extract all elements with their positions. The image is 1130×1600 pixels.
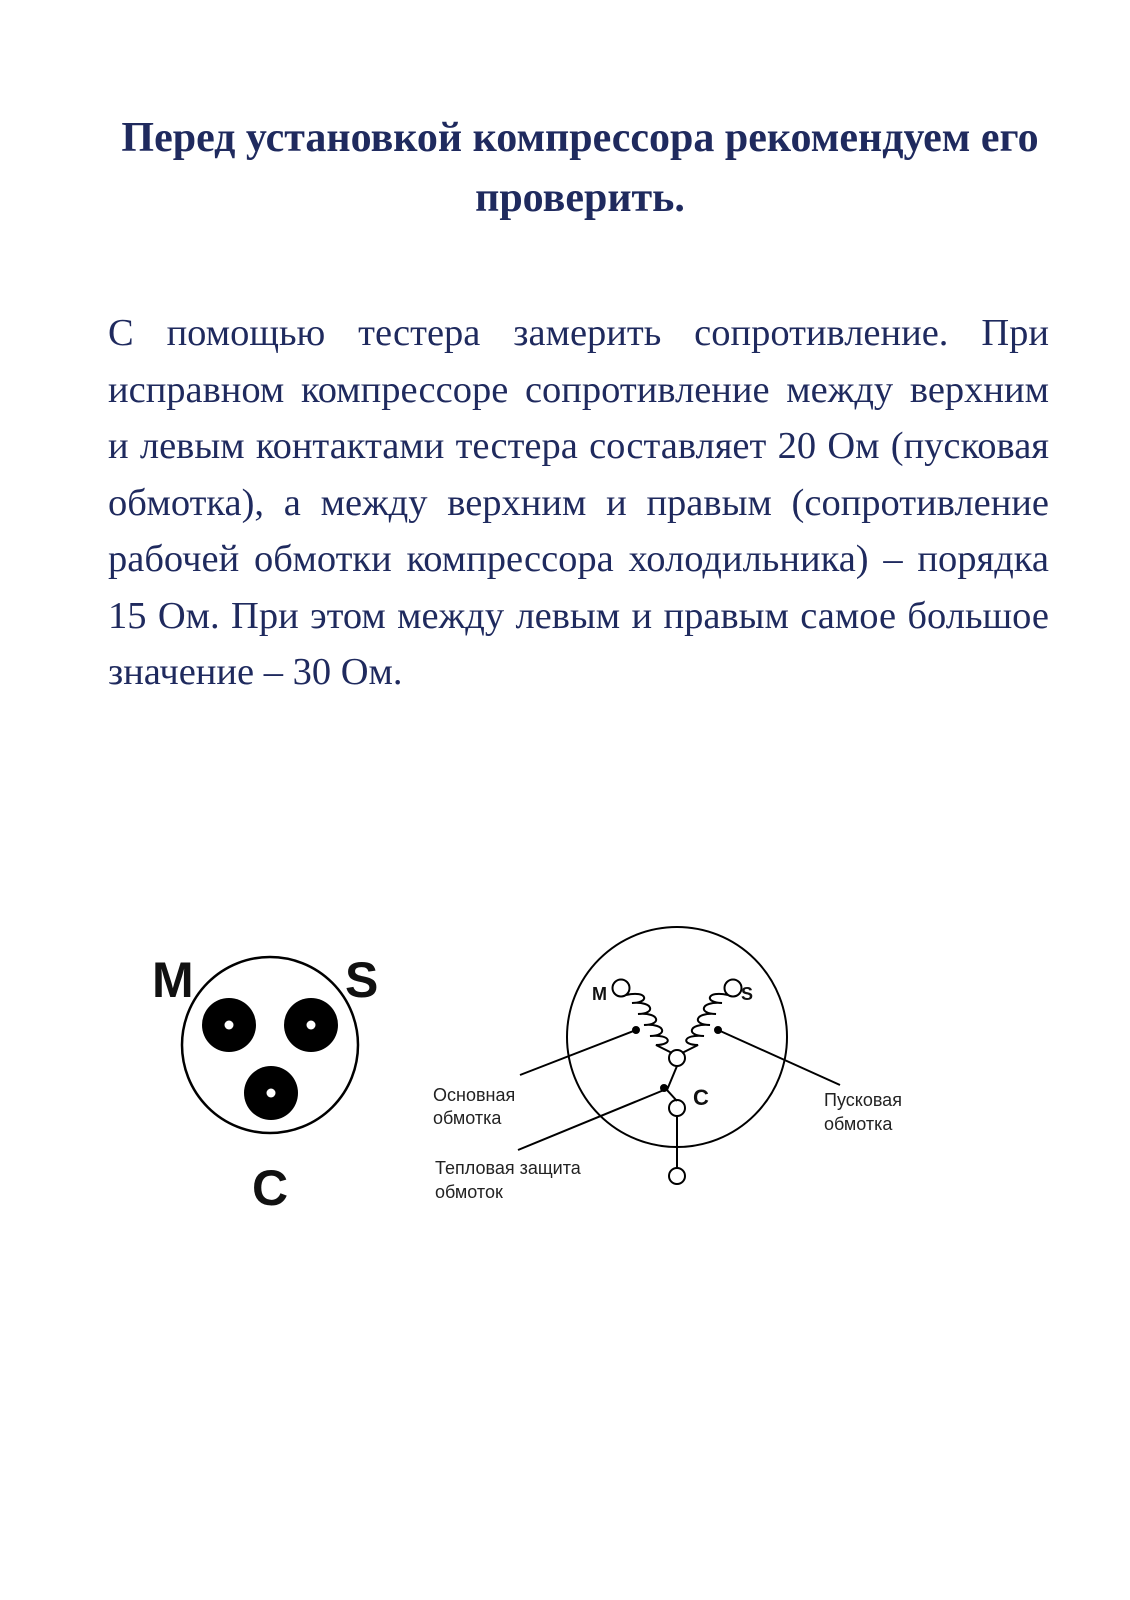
thermal-leader-dot [661,1085,667,1091]
terminal-c-pin-center [267,1089,276,1098]
terminal-s-pin-center [307,1021,316,1030]
instruction-paragraph: С помощью тестера замерить сопротивление. При исправном компрессоре сопротивление между верхним и левым контактами тестера составляет 20 Ом (пусковая обмотка), а между верхним и правым (сопротивление рабочей обмотки компрессора холодильника) – порядка 15 Ом. При этом между левым и правым самое большое значение – 30 Ом. [108,312,1049,693]
terminal-c-node [669,1100,685,1116]
compressor-diagrams [0,920,1130,1240]
start-winding-label-line1: Пусковая [824,1090,902,1110]
winding-label-s: S [741,984,754,1004]
winding-label-c: C [693,1085,709,1110]
thermal-protection-label-line1: Тепловая защита [435,1158,581,1178]
start-winding-coil [682,994,728,1053]
main-winding-coil [626,994,672,1053]
thermal-protection-label-line2: обмоток [435,1182,503,1202]
terminal-m-pin-center [225,1021,234,1030]
terminal-label-c: C [252,1160,289,1216]
external-c-node [669,1168,685,1184]
winding-label-m: M [592,984,607,1004]
main-winding-leader [520,1030,636,1075]
main-winding-label-line2: обмотка [433,1108,502,1128]
start-winding-leader-dot [715,1027,721,1033]
main-winding-leader-dot [633,1027,639,1033]
page-title: Перед установкой компрессора рекомендуем его проверить. [121,115,1039,221]
winding-diagram [433,927,902,1202]
terminal-diagram [152,952,378,1216]
start-winding-label-line2: обмотка [824,1114,893,1134]
terminal-label-s: S [345,952,379,1008]
main-winding-label-line1: Основная [433,1085,516,1105]
thermal-protector-switch [667,1066,677,1101]
terminal-label-m: M [152,952,194,1008]
